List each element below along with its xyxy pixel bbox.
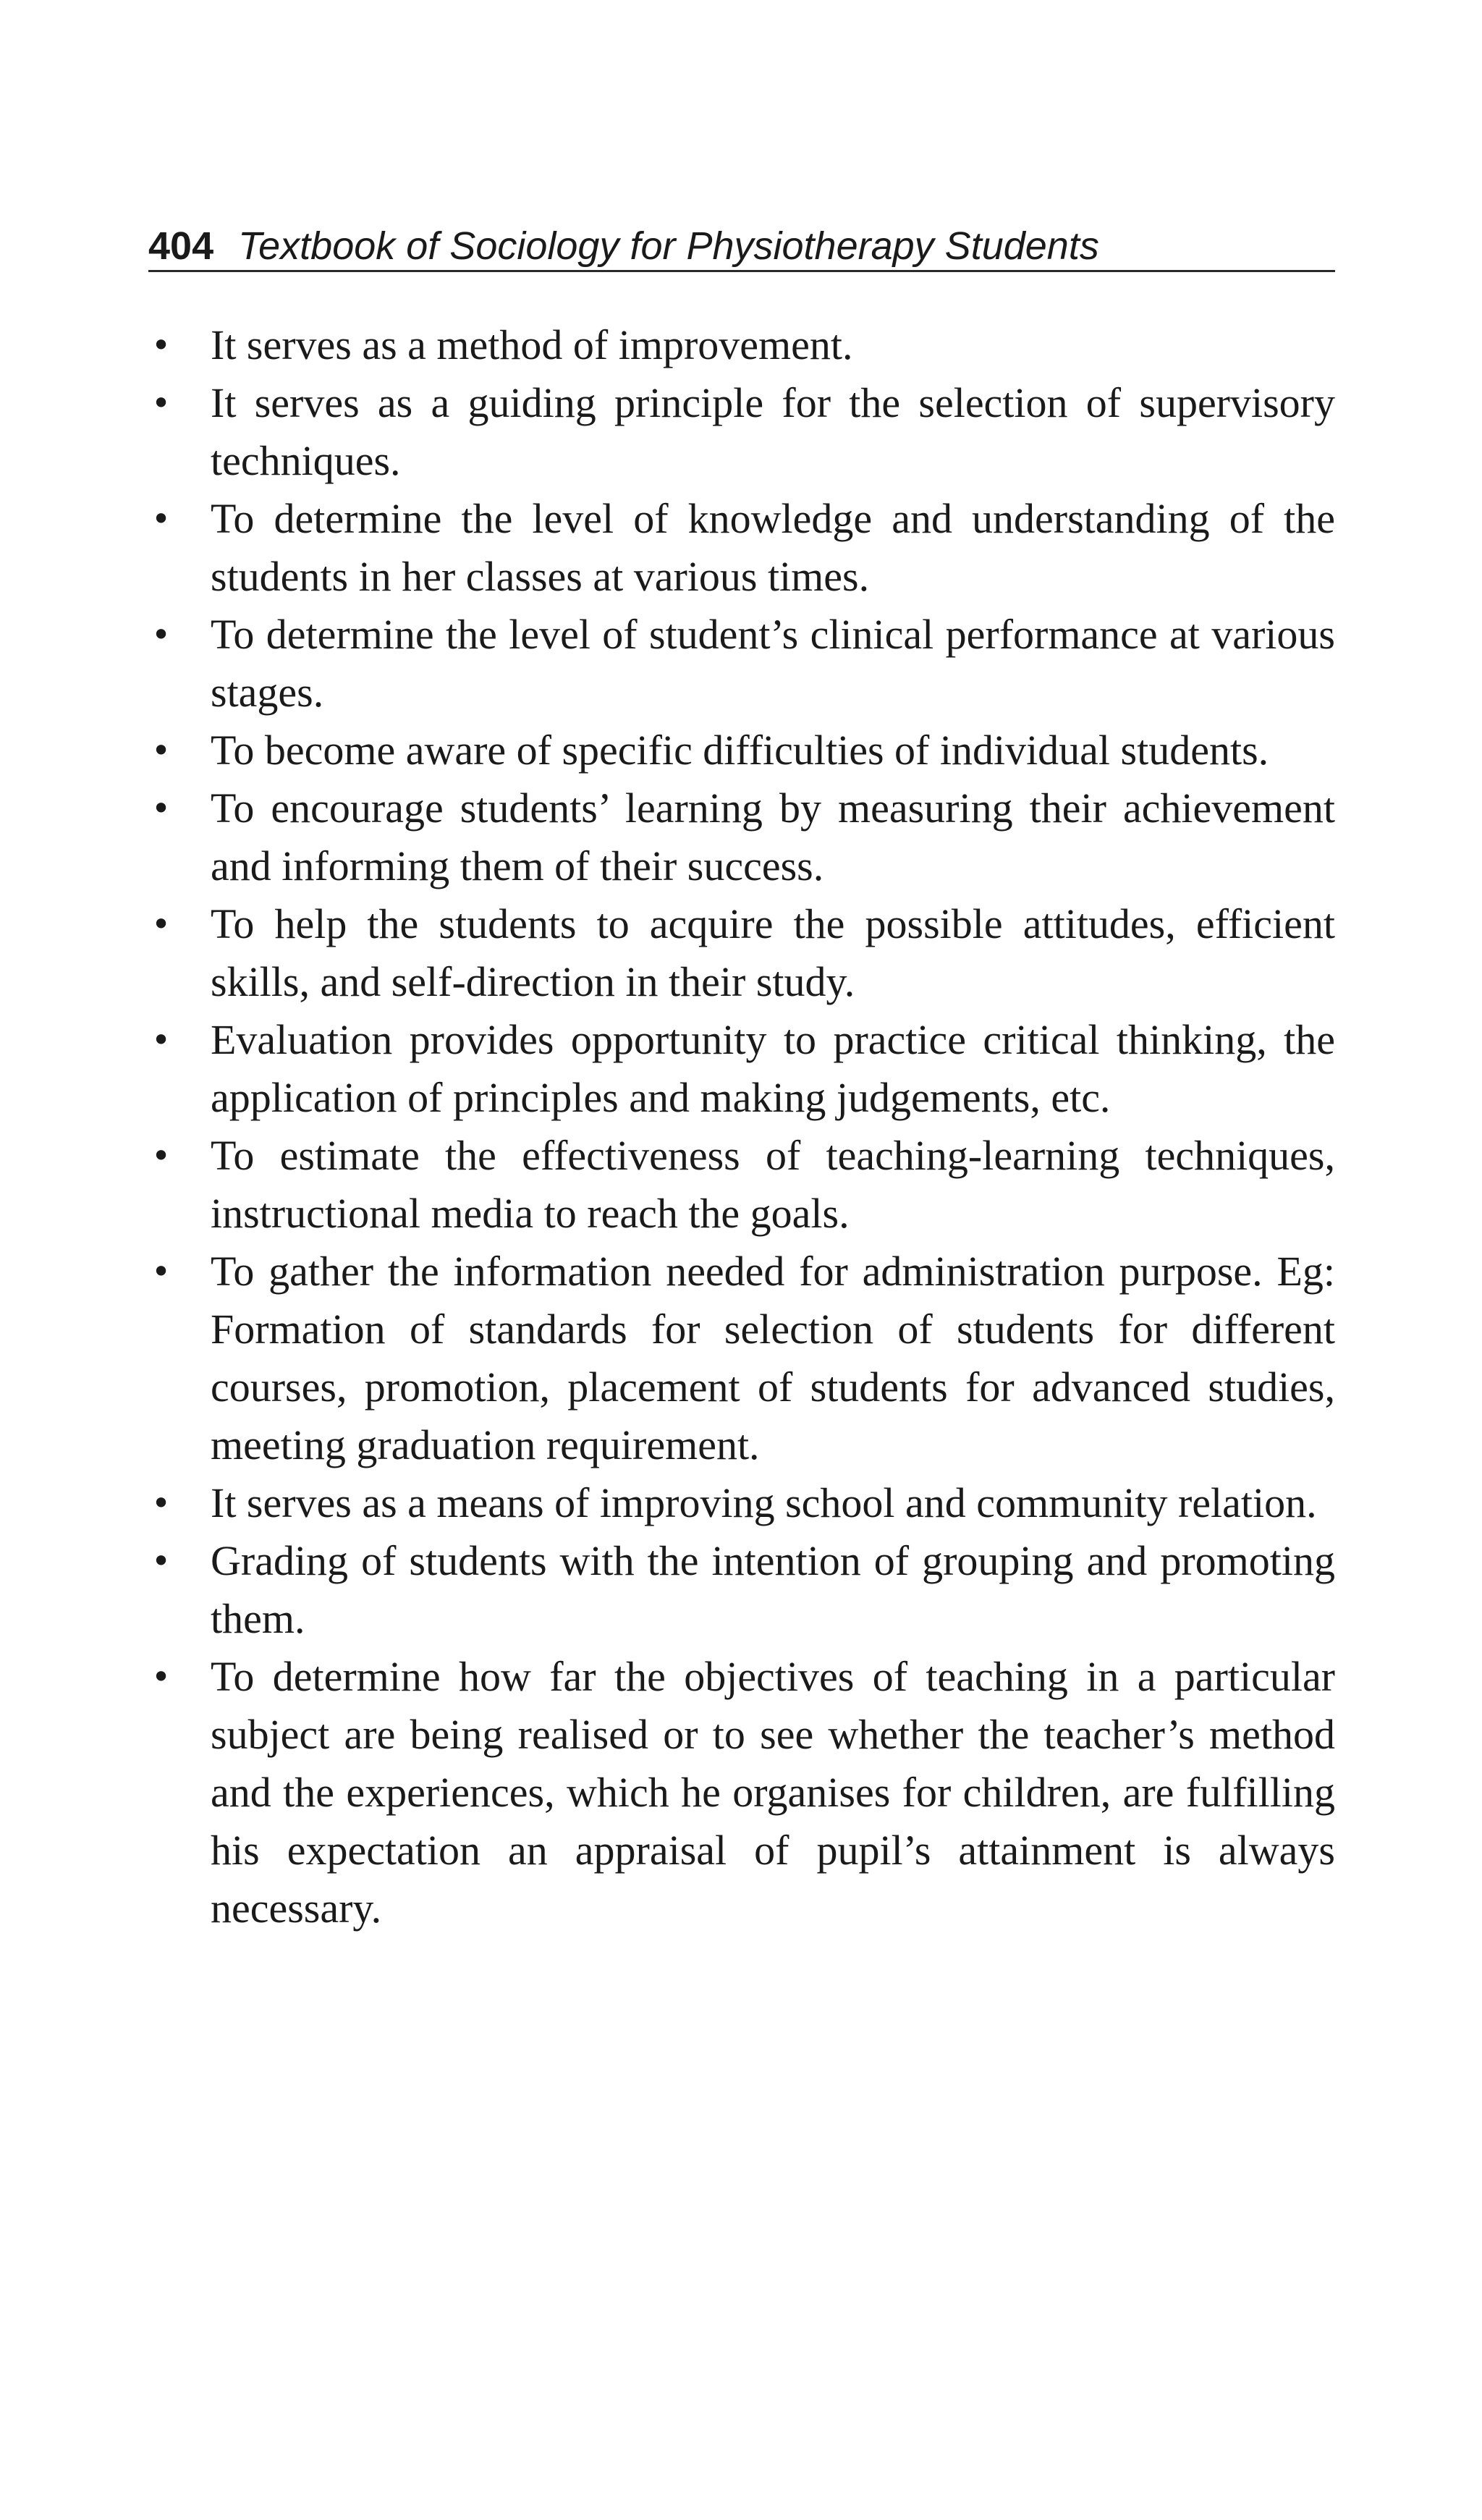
list-item: [148, 895, 1335, 1011]
list-item-text: It serves as a means of improving school and community relation.: [211, 1479, 1317, 1526]
bullet-icon: •: [151, 1252, 172, 1291]
bullet-icon: •: [151, 615, 172, 654]
list-item-text: To gather the information needed for administration purpose. Eg: Formation of standards for selection of students for different courses, promotion, placement of students for advanced studies, meeting graduation requirement.: [211, 1248, 1335, 1468]
list-item-text: Evaluation provides opportunity to practice critical thinking, the application of principles and making judgements, etc.: [211, 1016, 1335, 1121]
bullet-icon: •: [151, 731, 172, 770]
list-item-text: Grading of students with the intention of grouping and promoting them.: [211, 1537, 1335, 1642]
book-title: Textbook of Sociology for Physiotherapy Students: [238, 224, 1099, 268]
list-item: [148, 1011, 1335, 1127]
page-number: 404: [148, 224, 214, 268]
bullet-icon: •: [151, 326, 172, 365]
list-item: [148, 1127, 1335, 1243]
bullet-icon: •: [151, 1657, 172, 1696]
bullet-icon: •: [151, 384, 172, 423]
list-item: [148, 1243, 1335, 1474]
list-item: [148, 1532, 1335, 1648]
list-item-text: To determine the level of knowledge and understanding of the students in her classes at various times.: [211, 495, 1335, 600]
list-item: [148, 606, 1335, 722]
list-item-text: To estimate the effectiveness of teaching-learning techniques, instructional media to reach the goals.: [211, 1132, 1335, 1237]
bullet-icon: •: [151, 1020, 172, 1060]
list-item: [148, 374, 1335, 490]
list-item: [148, 316, 1335, 374]
bullet-icon: •: [151, 1484, 172, 1523]
list-item-text: It serves as a guiding principle for the selection of supervisory techniques.: [211, 379, 1335, 484]
bullet-icon: •: [151, 1136, 172, 1175]
bullet-icon: •: [151, 905, 172, 944]
list-item: [148, 779, 1335, 895]
list-item: [148, 722, 1335, 779]
list-item-text: To determine how far the objectives of teaching in a particular subject are being realised or to see whether the teacher’s method and the experiences, which he organises for children, are fulfilling his expectation an appraisal of pupil’s attainment is always necessary.: [211, 1653, 1335, 1932]
list-item-text: To help the students to acquire the possible attitudes, efficient skills, and self-direction in their study.: [211, 900, 1335, 1005]
list-item-text: To become aware of specific difficulties of individual students.: [211, 727, 1269, 774]
page-body: [148, 316, 1335, 1937]
list-item-text: To determine the level of student’s clinical performance at various stages.: [211, 611, 1335, 716]
list-item: [148, 490, 1335, 606]
list-item: [148, 1474, 1335, 1532]
list-item-text: It serves as a method of improvement.: [211, 321, 853, 368]
list-item-text: To encourage students’ learning by measuring their achievement and informing them of their success.: [211, 785, 1335, 889]
bullet-icon: •: [151, 1542, 172, 1581]
bullet-list: [148, 316, 1335, 1937]
bullet-icon: •: [151, 499, 172, 538]
running-header: [148, 216, 1335, 272]
bullet-icon: •: [151, 789, 172, 828]
list-item: [148, 1648, 1335, 1937]
